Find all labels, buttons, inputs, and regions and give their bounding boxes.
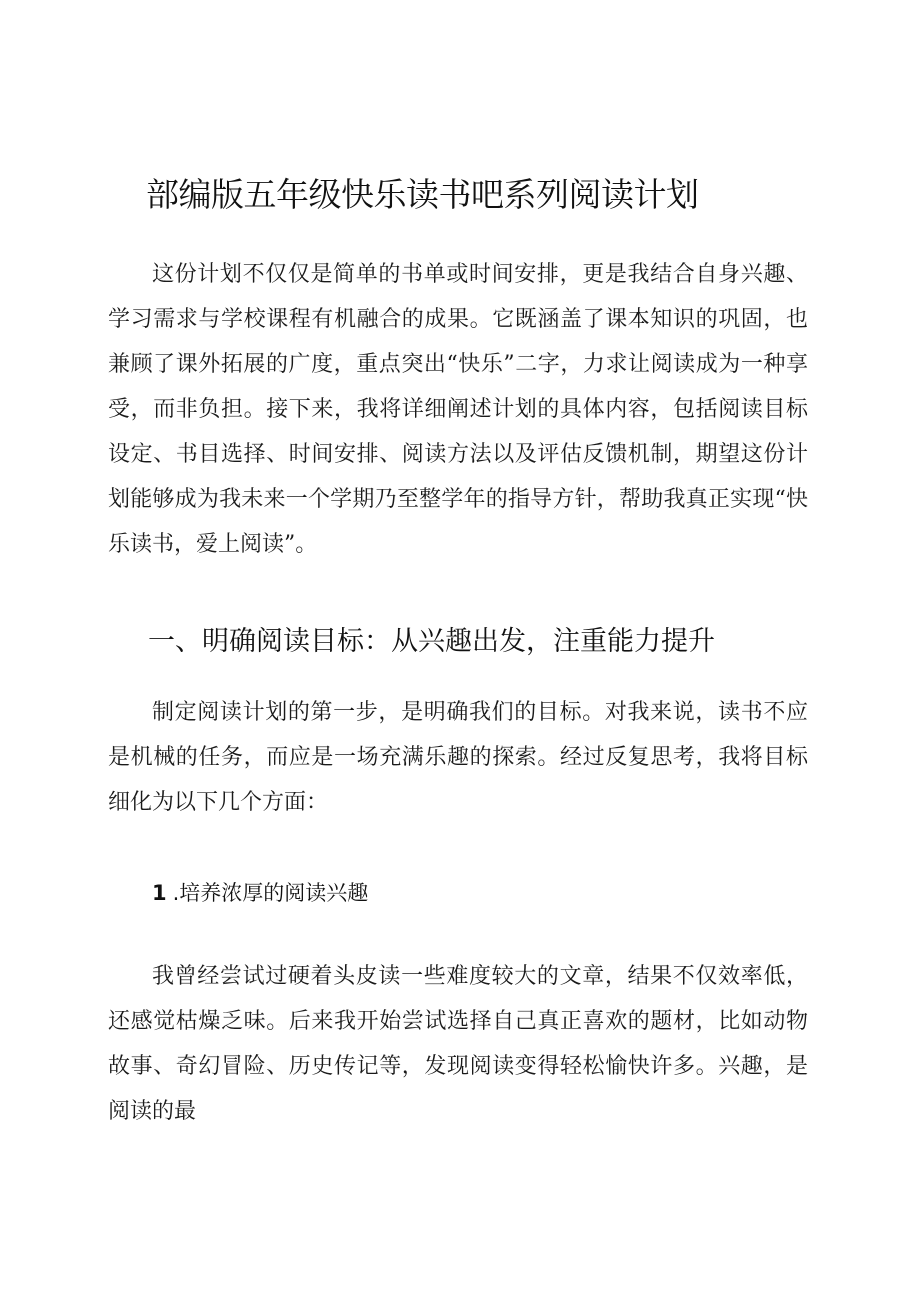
intro-paragraph: 这份计划不仅仅是简单的书单或时间安排，更是我结合自身兴趣、学习需求与学校课程有机融合的成果。它既涵盖了课本知识的巩固，也兼顾了课外拓展的广度，重点突出“快乐”二字，力求让阅读成为一种享受，而非负担。接下来，我将详细阐述计划的具体内容，包括阅读目标设定、书目选择、时间安排、阅读方法以及评估反馈机制，期望这份计划能够成为我未来一个学期乃至整学年的指导方针，帮助我真正实现“快乐读书，爱上阅读”。 [108,262,808,557]
section-heading: 一、明确阅读目标：从兴趣出发，注重能力提升 [148,626,715,657]
section-paragraph: 制定阅读计划的第一步，是明确我们的目标。对我来说，读书不应是机械的任务，而应是一场充满乐趣的探索。经过反复思考，我将目标细化为以下几个方面： [108,700,808,815]
subsection-heading [152,876,552,910]
subsection-heading-text: .培养浓厚的阅读兴趣 [172,881,369,905]
subsection-paragraph: 我曾经尝试过硬着头皮读一些难度较大的文章，结果不仅效率低，还感觉枯燥乏味。后来我开始尝试选择自己真正喜欢的题材，比如动物故事、奇幻冒险、历史传记等，发现阅读变得轻松愉快许多。兴趣，是阅读的最 [108,964,808,1124]
document-title: 部编版五年级快乐读书吧系列阅读计划 [146,175,699,214]
subsection-number: 1 [152,881,167,905]
